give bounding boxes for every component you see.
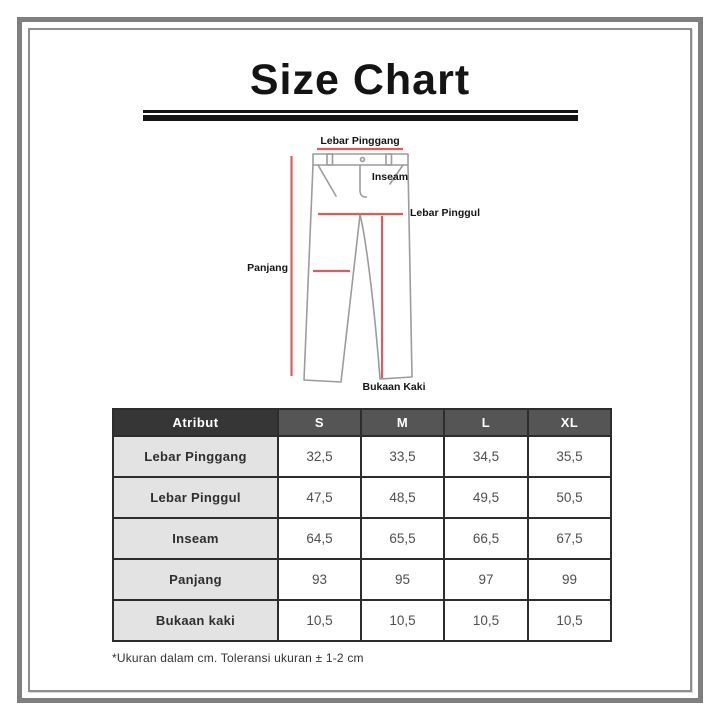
value-cell: 50,5 [528,477,611,518]
value-cell: 65,5 [361,518,444,559]
value-cell: 49,5 [444,477,528,518]
diagram-label-waist: Lebar Pinggang [320,135,400,147]
attribute-cell: Lebar Pinggul [113,477,278,518]
col-header-m: M [361,409,444,436]
diagram-label-leg-opening: Bukaan Kaki [362,381,426,393]
divider-thick-line [143,115,578,121]
pants-measurement-diagram [230,130,510,410]
size-table [112,408,612,642]
value-cell: 35,5 [528,436,611,477]
col-header-s: S [278,409,361,436]
value-cell: 95 [361,559,444,600]
title-divider [143,110,578,121]
value-cell: 93 [278,559,361,600]
page-title: Size Chart [249,56,471,104]
pants-outline [304,154,412,382]
value-cell: 66,5 [444,518,528,559]
col-header-atribut: Atribut [113,409,278,436]
attribute-cell: Lebar Pinggang [113,436,278,477]
value-cell: 10,5 [361,600,444,641]
col-header-xl: XL [528,409,611,436]
value-cell: 10,5 [528,600,611,641]
diagram-label-hip: Lebar Pinggul [410,207,481,219]
size-table-body [113,436,611,641]
value-cell: 48,5 [361,477,444,518]
footnote: *Ukuran dalam cm. Toleransi ukuran ± 1-2 cm [112,651,364,665]
row-lebar-pinggang [113,436,611,477]
value-cell: 64,5 [278,518,361,559]
attribute-cell: Panjang [113,559,278,600]
row-bukaan-kaki [113,600,611,641]
row-panjang [113,559,611,600]
diagram-label-length: Panjang [247,262,288,274]
value-cell: 10,5 [278,600,361,641]
col-header-l: L [444,409,528,436]
row-lebar-pinggul [113,477,611,518]
value-cell: 33,5 [361,436,444,477]
attribute-cell: Bukaan kaki [113,600,278,641]
value-cell: 47,5 [278,477,361,518]
attribute-cell: Inseam [113,518,278,559]
value-cell: 97 [444,559,528,600]
value-cell: 99 [528,559,611,600]
header-row [113,409,611,436]
value-cell: 10,5 [444,600,528,641]
value-cell: 67,5 [528,518,611,559]
size-table-header [113,409,611,436]
diagram-label-inseam: Inseam [371,171,409,183]
value-cell: 32,5 [278,436,361,477]
value-cell: 34,5 [444,436,528,477]
row-inseam [113,518,611,559]
